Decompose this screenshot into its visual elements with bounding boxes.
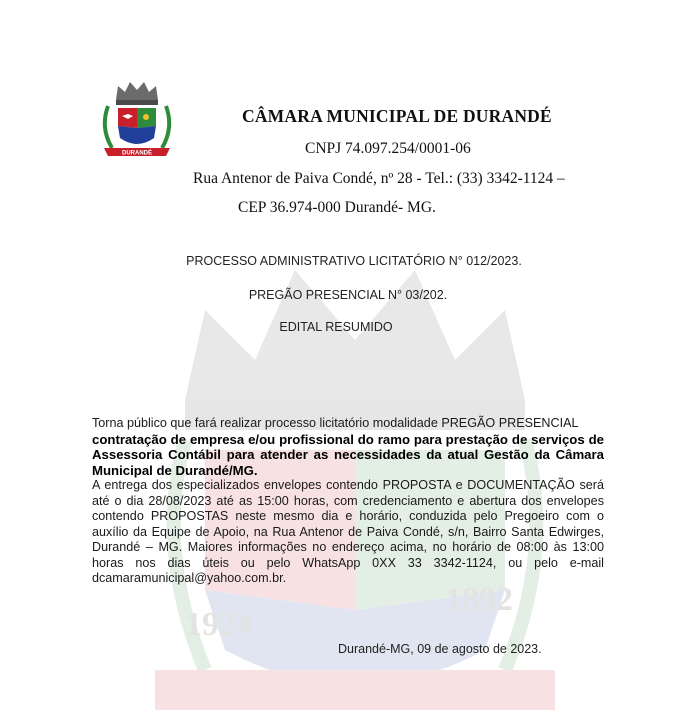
cep-line: CEP 36.974-000 Durandé- MG. <box>238 199 436 216</box>
notice-intro: Torna público que fará realizar processo licitatório modalidade PREGÃO PRESENCIAL <box>92 416 579 430</box>
crest-banner-text: DURANDÉ <box>122 150 152 157</box>
watermark-year-right: 1892 <box>445 581 513 618</box>
address-line: Rua Antenor de Paiva Condé, nº 28 - Tel.: (33) 3342-1124 – <box>193 170 565 187</box>
cnpj-line: CNPJ 74.097.254/0001-06 <box>305 140 471 157</box>
date-signoff: Durandé-MG, 09 de agosto de 2023. <box>338 642 542 656</box>
municipal-crest-logo <box>98 80 176 162</box>
notice-body <box>92 416 604 587</box>
process-number: PROCESSO ADMINISTRATIVO LICITATÓRIO N° 012/2023. <box>186 254 522 268</box>
institution-title: CÂMARA MUNICIPAL DE DURANDÉ <box>242 106 552 126</box>
notice-object: contratação de empresa e/ou profissional do ramo para prestação de serviços de Assessoria Contábil para atender as necessidades da atual Gestão da Câmara Municipal de Durandé/MG. <box>92 431 604 478</box>
edital-heading: EDITAL RESUMIDO <box>279 320 393 334</box>
watermark-year-left: 1924 <box>185 606 253 643</box>
pregao-number: PREGÃO PRESENCIAL N° 03/202. <box>248 288 448 302</box>
notice-details: A entrega dos especializados envelopes contendo PROPOSTA e DOCUMENTAÇÃO será até o dia 28/08/2023 até as 15:00 horas, com credenciamento e abertura dos envelopes contendo PROPOSTAS neste mesmo dia e horário, conduzida pelo Pregoeiro com o auxílio da Equipe de Apoio, na Rua Antenor de Paiva Condé, s/n, Bairro Santa Edwirges, Durandé – MG. Maiores informações no endereço acima, no horário de 08:00 às 13:00 horas nos dias úteis ou pelo WhatsApp 0XX 33 3342-1124, ou pelo e-mail dcamaramunicipal@yahoo.com.br. <box>92 478 604 585</box>
